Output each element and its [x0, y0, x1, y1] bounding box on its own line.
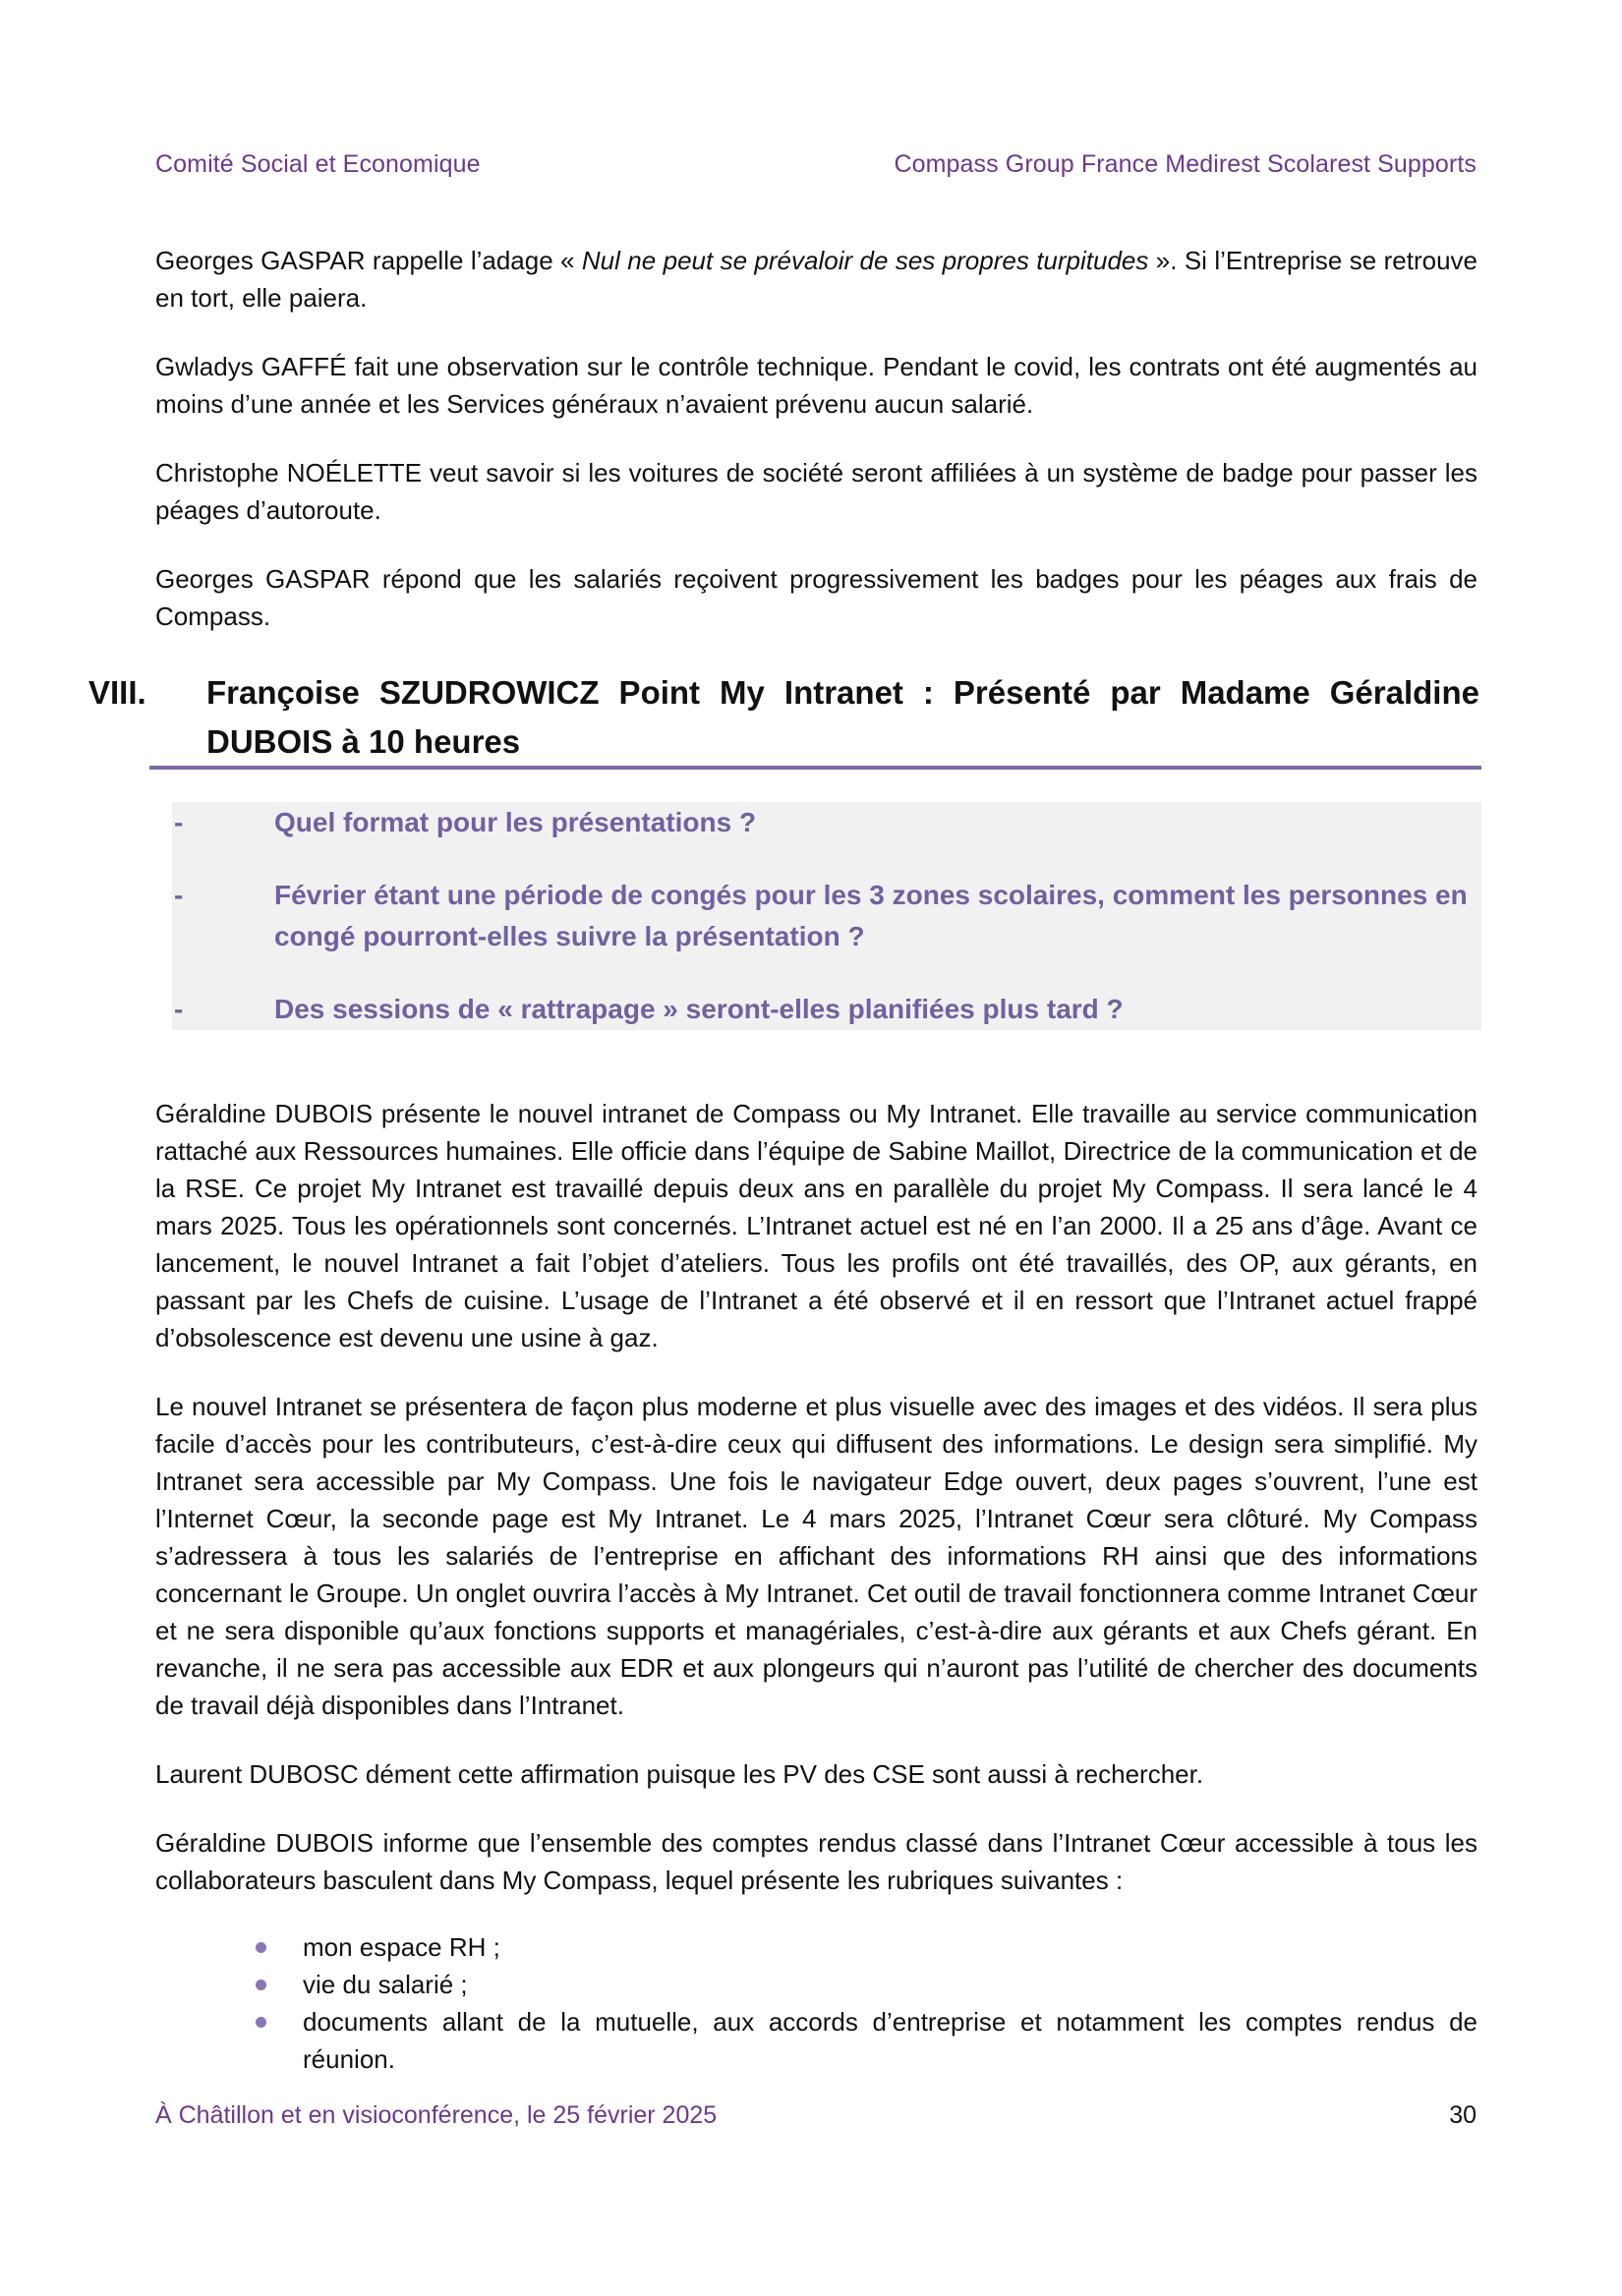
question-text: Février étant une période de congés pour les 3 zones scolaires, comment les personnes en congé pourront-elles suivre la présentation ?: [274, 880, 1468, 951]
question-text: Quel format pour les présentations ?: [274, 807, 757, 837]
bullet-dot-icon: [155, 2003, 303, 2078]
rubriques-list: [155, 1928, 1477, 2078]
page-footer: [155, 2101, 1477, 2130]
dash-bullet: -: [174, 994, 184, 1024]
list-item-text: documents allant de la mutuelle, aux accords d’entreprise et notamment les comptes rendus de réunion.: [303, 2007, 1477, 2074]
question-item: [172, 802, 1481, 843]
bullet-dot-icon: [155, 1966, 303, 2003]
header-company-name: Compass Group France Medirest Scolarest Supports: [894, 150, 1477, 178]
list-item: [155, 1966, 1477, 2003]
section-number: VIII.: [88, 674, 146, 711]
main-body: [155, 1095, 1477, 1930]
paragraph-dubois-presentation: Géraldine DUBOIS présente le nouvel intranet de Compass ou My Intranet. Elle travaille au service communication rattaché aux Ressources humaines. Elle officie dans l’équipe de Sabine Maillot, Directrice de la communication et de la RSE. Ce projet My Intranet est travaillé depuis deux ans en parallèle du projet My Compass. Il sera lancé le 4 mars 2025. Tous les opérationnels sont concernés. L’Intranet actuel est né en l’an 2000. Il a 25 ans d’âge. Avant ce lancement, le nouvel Intranet a fait l’objet d’ateliers. Tous les profils ont été travaillés, des OP, aux gérants, en passant par les Chefs de cuisine. L’usage de l’Intranet a été observé et il en ressort que l’Intranet actuel frappé d’obsolescence est devenu une usine à gaz.: [155, 1099, 1477, 1352]
dash-bullet: -: [174, 880, 184, 910]
questions-box: [172, 802, 1481, 1030]
footer-location-date: À Châtillon et en visioconférence, le 25 février 2025: [155, 2101, 718, 2129]
list-item: [155, 2003, 1477, 2078]
question-item: [172, 989, 1481, 1030]
paragraph-dubosc-reply: Laurent DUBOSC dément cette affirmation puisque les PV des CSE sont aussi à rechercher.: [155, 1759, 1204, 1789]
paragraph-text: Georges GASPAR rappelle l’adage «: [155, 246, 582, 275]
list-item-text: vie du salarié ;: [303, 1970, 468, 1999]
section-title: Françoise SZUDROWICZ Point My Intranet : Présenté par Madame Géraldine DUBOIS à 10 heures: [206, 674, 1479, 760]
list-item-text: mon espace RH ;: [303, 1932, 500, 1962]
paragraph-gaffe-observation: Gwladys GAFFÉ fait une observation sur le contrôle technique. Pendant le covid, les contrats ont été augmentés au moins d’une année et les Services généraux n’avaient prévenu aucun salarié.: [155, 352, 1477, 419]
paragraph-new-intranet: Le nouvel Intranet se présentera de façon plus moderne et plus visuelle avec des images et des vidéos. Il sera plus facile d’accès pour les contributeurs, c’est-à-dire ceux qui diffusent des informations. Le design sera simplifié. My Intranet sera accessible par My Compass. Une fois le navigateur Edge ouvert, deux pages s’ouvrent, l’une est l’Internet Cœur, la seconde page est My Intranet. Le 4 mars 2025, l’Intranet Cœur sera clôturé. My Compass s’adressera à tous les salariés de l’entreprise en affichant des informations RH ainsi que des informations concernant le Groupe. Un onglet ouvrira l’accès à My Intranet. Cet outil de travail fonctionnera comme Intranet Cœur et ne sera disponible qu’aux fonctions supports et managériales, c’est-à-dire aux gérants et aux Chefs gérant. En revanche, il ne sera pas accessible aux EDR et aux plongeurs qui n’auront pas l’utilité de chercher des documents de travail déjà disponibles dans l’Intranet.: [155, 1392, 1477, 1720]
section-heading: [88, 668, 1479, 767]
section-divider: [149, 766, 1481, 770]
question-item: [172, 875, 1481, 957]
bullet-dot-icon: [155, 1928, 303, 1966]
dash-bullet: -: [174, 807, 184, 837]
paragraph-gaspar-response: Georges GASPAR répond que les salariés reçoivent progressivement les badges pour les péages aux frais de Compass.: [155, 564, 1477, 631]
paragraph-dubois-rubriques: Géraldine DUBOIS informe que l’ensemble des comptes rendus classé dans l’Intranet Cœur accessible à tous les collaborateurs basculent dans My Compass, lequel présente les rubriques suivantes :: [155, 1828, 1477, 1895]
intro-section: [155, 242, 1477, 666]
header-committee-name: Comité Social et Economique: [155, 150, 481, 178]
paragraph-text: ». Si l’Entreprise se retrouve en tort, elle paiera.: [155, 246, 1477, 313]
paragraph-noelette-question: Christophe NOÉLETTE veut savoir si les voitures de société seront affiliées à un système de badge pour passer les péages d’autoroute.: [155, 458, 1477, 525]
page-number: 30: [1449, 2101, 1477, 2129]
page-header: [155, 150, 1477, 179]
question-text: Des sessions de « rattrapage » seront-elles planifiées plus tard ?: [274, 994, 1124, 1024]
quote-italic: Nul ne peut se prévaloir de ses propres turpitudes: [581, 246, 1149, 275]
list-item: [155, 1928, 1477, 1966]
paragraph-gaspar-adage: [155, 242, 1477, 316]
